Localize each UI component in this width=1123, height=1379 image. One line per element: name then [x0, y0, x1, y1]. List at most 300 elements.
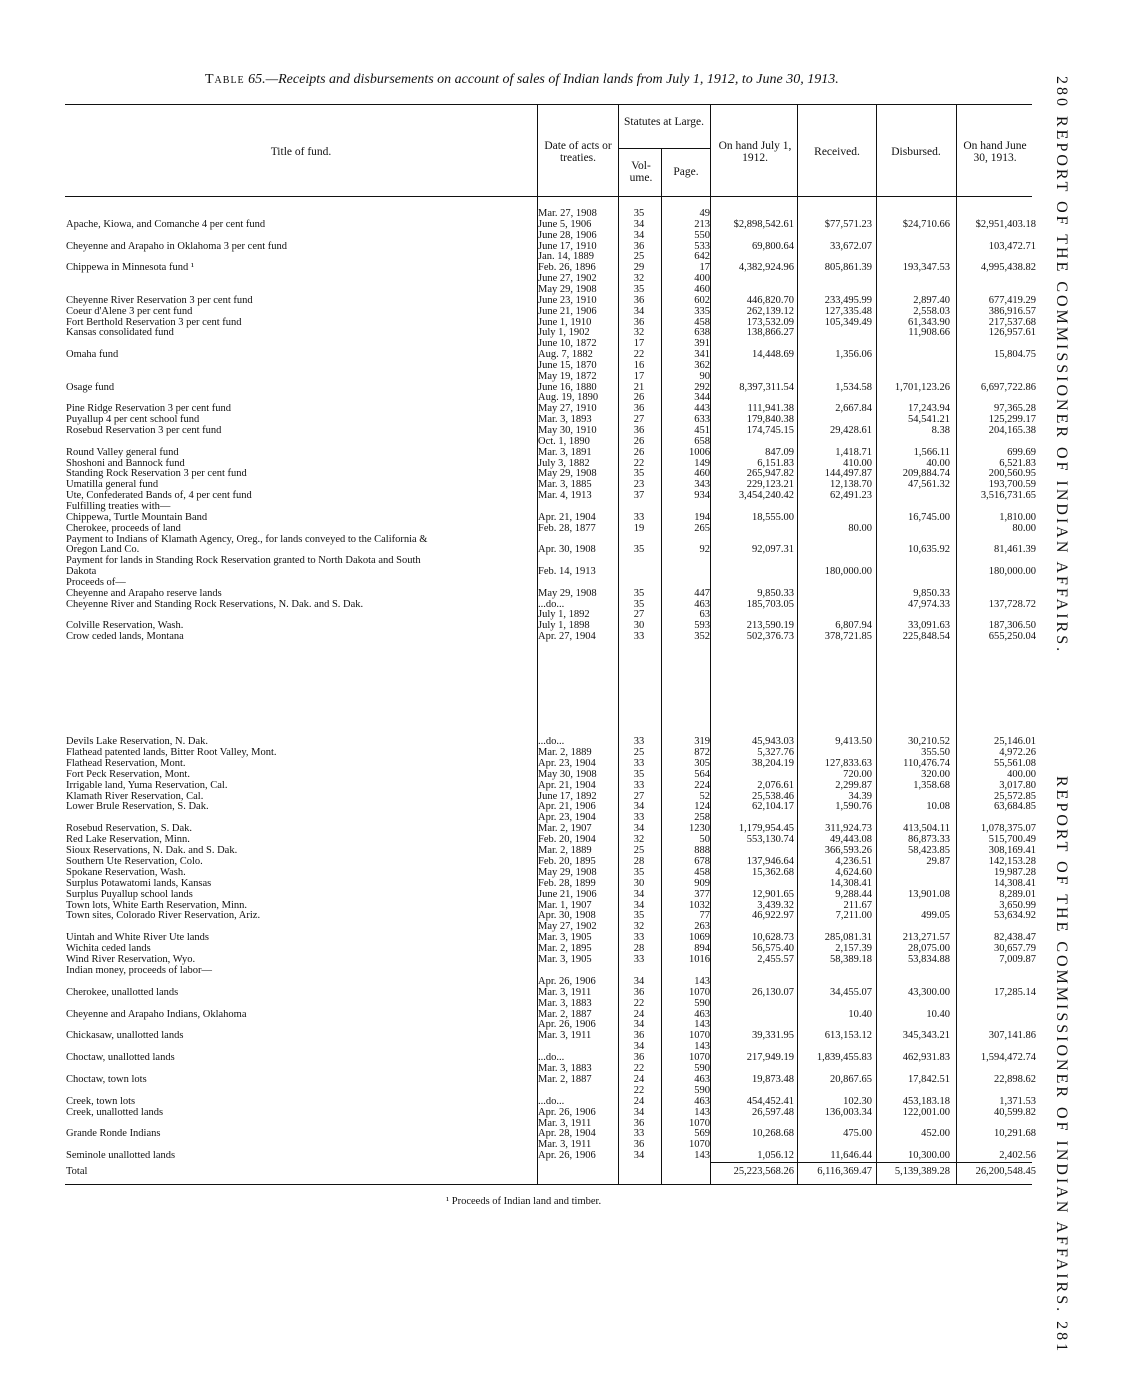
header-page: Page.	[673, 166, 699, 178]
cell-on-hand-end: 4,995,438.82	[980, 262, 1036, 274]
cell-page: 213	[694, 218, 710, 230]
cell-fund-title: Apache, Kiowa, and Comanche 4 per cent fund	[66, 218, 266, 230]
cell-fund-title: Wichita ceded lands	[66, 943, 151, 955]
cell-act-date: June 23, 1910	[538, 294, 597, 306]
cell-disbursed: 413,504.11	[903, 823, 950, 835]
cell-act-date: June 5, 1906	[538, 218, 592, 230]
cell-volume: 27	[633, 414, 645, 426]
cell-volume: 34	[633, 218, 645, 230]
cell-volume: 35	[633, 283, 645, 295]
header-date: Date of acts or treaties.	[544, 140, 612, 164]
cell-on-hand-start: 179,840.38	[746, 414, 794, 426]
cell-received: 11,646.44	[830, 1150, 872, 1162]
cell-received: 58,389.18	[830, 954, 872, 965]
cell-disbursed: 213,271.57	[902, 932, 950, 944]
cell-page: 124	[694, 801, 710, 813]
cell-act-date: Apr. 26, 1906	[538, 1150, 596, 1162]
cell-received: 1,356.06	[835, 349, 872, 361]
cell-received: 29,428.61	[830, 425, 872, 436]
cell-page: 934	[694, 490, 710, 502]
cell-act-date: Mar. 3, 1885	[538, 479, 592, 491]
cell-page: 1230	[689, 823, 710, 835]
cell-disbursed: 122,001.00	[902, 1106, 950, 1118]
cell-on-hand-end: 53,634.92	[994, 910, 1036, 922]
cell-fund-title: Seminole unallotted lands	[66, 1150, 176, 1162]
cell-on-hand-start: 185,703.05	[746, 598, 794, 610]
cell-fund-title: Oregon Land Co.	[66, 544, 140, 556]
cell-page: 451	[694, 425, 710, 436]
total-disbursed: 5,139,389.28	[894, 1166, 950, 1177]
cell-act-date: May 29, 1908	[538, 468, 597, 480]
cell-volume: 36	[633, 986, 645, 998]
cell-act-date: Mar. 2, 1907	[538, 823, 592, 835]
cell-page: 52	[699, 790, 710, 802]
cell-act-date: Mar. 2, 1887	[538, 1073, 592, 1085]
cell-disbursed: 110,476.74	[903, 757, 950, 769]
table-bottom-rule	[65, 1184, 1032, 1185]
cell-volume: 36	[633, 316, 645, 328]
cell-on-hand-start: 1,056.12	[757, 1150, 794, 1162]
cell-page: 460	[694, 468, 710, 480]
cell-act-date: June 27, 1902	[538, 273, 597, 285]
cell-volume: 34	[633, 1106, 645, 1118]
cell-act-date: June 10, 1872	[538, 338, 597, 350]
cell-act-date: Feb. 28, 1877	[538, 522, 596, 534]
cell-received: 805,861.39	[824, 262, 872, 274]
cell-on-hand-end: 204,165.38	[988, 425, 1036, 436]
cell-act-date: Mar. 3, 1911	[538, 1030, 592, 1042]
cell-volume: 25	[633, 746, 645, 758]
cell-page: 602	[694, 294, 710, 306]
cell-on-hand-end: 3,516,731.65	[980, 490, 1036, 502]
cell-page: 888	[694, 845, 710, 856]
cell-received: 127,335.48	[824, 305, 872, 317]
cell-received: $77,571.23	[824, 218, 872, 230]
cell-act-date: Feb. 14, 1913	[538, 566, 596, 578]
cell-on-hand-start: 111,941.38	[747, 403, 794, 415]
cell-received: 6,807.94	[835, 620, 872, 632]
cell-on-hand-start: 1,179,954.45	[738, 823, 794, 835]
cell-fund-title: Cheyenne and Arapaho in Oklahoma 3 per cent fund	[66, 240, 288, 252]
cell-on-hand-end: 80.00	[1012, 522, 1036, 534]
cell-disbursed: 453,183.18	[902, 1095, 950, 1107]
cell-fund-title: Puyallup 4 per cent school fund	[66, 414, 200, 426]
cell-received: 233,495.99	[824, 294, 872, 306]
cell-act-date: Feb. 26, 1896	[538, 262, 596, 274]
cell-page: 1006	[689, 446, 710, 458]
cell-page: 292	[694, 381, 710, 393]
cell-received: 12,138.70	[830, 479, 872, 491]
cell-on-hand-start: 213,590.19	[746, 620, 794, 632]
cell-disbursed: $24,710.66	[902, 218, 950, 230]
cell-volume: 33	[633, 736, 645, 747]
cell-on-hand-end: 1,594,472.74	[980, 1052, 1036, 1064]
cell-on-hand-end: 15,804.75	[994, 349, 1036, 361]
cell-on-hand-end: 137,728.72	[988, 598, 1036, 610]
cell-page: 362	[694, 359, 710, 371]
cell-page: 590	[694, 1063, 710, 1074]
cell-received: 80.00	[848, 522, 872, 534]
cell-fund-title: Cheyenne and Arapaho reserve lands	[66, 587, 222, 599]
cell-disbursed: 40.00	[926, 457, 950, 469]
cell-act-date: June 16, 1880	[538, 381, 597, 393]
cell-page: 458	[694, 316, 710, 328]
cell-page: 92	[699, 544, 710, 556]
cell-fund-title: Fulfilling treaties with—	[66, 500, 171, 512]
cell-page: 335	[694, 305, 710, 317]
header-disbursed: Disbursed.	[891, 146, 941, 158]
cell-received: 20,867.65	[830, 1073, 872, 1085]
cell-act-date: Feb. 28, 1899	[538, 877, 596, 889]
cell-fund-title: Standing Rock Reservation 3 per cent fund	[66, 468, 247, 480]
cell-disbursed: 61,343.90	[908, 316, 950, 328]
cell-on-hand-start: 14,448.69	[752, 349, 794, 361]
cell-act-date: Mar. 3, 1911	[538, 986, 592, 998]
cell-on-hand-start: $2,898,542.61	[733, 218, 794, 230]
cell-page: 391	[694, 338, 710, 350]
cell-volume: 25	[633, 845, 645, 856]
cell-disbursed: 10,300.00	[908, 1150, 950, 1162]
cell-page: 341	[694, 349, 710, 361]
cell-page: 550	[694, 229, 710, 241]
cell-act-date: Mar. 2, 1895	[538, 943, 592, 955]
cell-volume: 24	[633, 1095, 645, 1107]
cell-fund-title: Devils Lake Reservation, N. Dak.	[66, 736, 209, 747]
cell-fund-title: Round Valley general fund	[66, 446, 179, 458]
cell-received: 9,288.44	[835, 888, 872, 900]
cell-on-hand-end: 2,402.56	[999, 1150, 1036, 1162]
cell-fund-title: Town sites, Colorado River Reservation, Ariz.	[66, 910, 261, 922]
cell-on-hand-end: 22,898.62	[994, 1073, 1036, 1085]
cell-on-hand-end: 386,916.57	[988, 305, 1036, 317]
cell-fund-title: Creek, town lots	[66, 1095, 136, 1107]
cell-on-hand-start: 10,628.73	[752, 932, 794, 944]
cell-on-hand-start: 12,901.65	[752, 888, 794, 900]
cell-act-date: ...do...	[538, 1095, 565, 1107]
cell-on-hand-end: 699.69	[1007, 446, 1036, 458]
cell-page: 642	[694, 251, 710, 263]
cell-act-date: May 30, 1908	[538, 768, 597, 780]
cell-fund-title: Uintah and White River Ute lands	[66, 932, 209, 944]
cell-act-date: June 21, 1906	[538, 888, 597, 900]
cell-on-hand-start: 92,097.31	[752, 544, 794, 556]
cell-fund-title: Ute, Confederated Bands of, 4 per cent fund	[66, 490, 252, 502]
cell-act-date: Aug. 19, 1890	[538, 392, 599, 404]
cell-volume: 34	[633, 801, 645, 813]
cell-volume: 17	[633, 338, 645, 350]
header-volume: Vol-ume.	[629, 160, 653, 184]
cell-volume: 19	[633, 522, 645, 534]
cell-on-hand-start: 6,151.83	[757, 457, 794, 469]
cell-page: 143	[694, 975, 710, 987]
cell-on-hand-start: 19,873.48	[752, 1073, 794, 1085]
cell-volume: 35	[633, 468, 645, 480]
cell-volume: 33	[633, 779, 645, 791]
cell-volume: 33	[633, 511, 645, 523]
cell-on-hand-end: 655,250.04	[988, 631, 1036, 643]
cell-volume: 22	[633, 1084, 645, 1096]
cell-volume: 34	[633, 823, 645, 835]
cell-fund-title: Flathead patented lands, Bitter Root Valley, Mont.	[66, 746, 277, 758]
cell-fund-title: Cheyenne River and Standing Rock Reservations, N. Dak. and S. Dak.	[66, 598, 364, 610]
cell-on-hand-end: 19,987.28	[994, 866, 1036, 878]
cell-volume: 35	[633, 598, 645, 610]
cell-on-hand-end: 217,537.68	[988, 316, 1036, 328]
cell-fund-title: Payment to Indians of Klamath Agency, Oreg., for lands conveyed to the California &	[66, 533, 428, 545]
cell-act-date: Mar. 2, 1889	[538, 845, 592, 856]
cell-on-hand-end: 6,521.83	[999, 457, 1036, 469]
cell-act-date: June 1, 1910	[538, 316, 592, 328]
cell-on-hand-end: 97,365.28	[994, 403, 1036, 415]
cell-on-hand-end: 515,700.49	[988, 834, 1036, 846]
cell-disbursed: 452.00	[921, 1128, 950, 1140]
cell-page: 894	[694, 943, 710, 955]
cell-received: 285,081.31	[824, 932, 872, 944]
cell-received: 144,497.87	[824, 468, 872, 480]
cell-on-hand-start: 46,922.97	[752, 910, 794, 922]
cell-volume: 26	[633, 435, 645, 447]
cell-page: 909	[694, 877, 710, 889]
cell-disbursed: 58,423.85	[908, 845, 950, 856]
cell-act-date: Mar. 3, 1893	[538, 414, 592, 426]
cell-on-hand-start: 2,455.57	[757, 954, 794, 965]
cell-received: 14,308.41	[830, 877, 872, 889]
cell-disbursed: 209,884.74	[902, 468, 950, 480]
cell-act-date: Jan. 14, 1889	[538, 251, 594, 263]
cell-page: 593	[694, 620, 710, 632]
cell-disbursed: 345,343.21	[902, 1030, 950, 1042]
cell-volume: 35	[633, 768, 645, 780]
cell-page: 658	[694, 435, 710, 447]
cell-volume: 29	[633, 262, 645, 274]
cell-page: 143	[694, 1150, 710, 1162]
cell-volume: 35	[633, 544, 645, 556]
cell-disbursed: 1,566.11	[913, 446, 950, 458]
cell-on-hand-start: 446,820.70	[746, 294, 794, 306]
cell-on-hand-start: 39,331.95	[752, 1030, 794, 1042]
cell-disbursed: 86,873.33	[908, 834, 950, 846]
cell-page: 343	[694, 479, 710, 491]
cell-received: 1,839,455.83	[816, 1052, 872, 1064]
cell-fund-title: Creek, unallotted lands	[66, 1106, 164, 1118]
cell-received: 2,299.87	[835, 779, 872, 791]
cell-fund-title: Fort Peck Reservation, Mont.	[66, 768, 190, 780]
cell-received: 180,000.00	[824, 566, 872, 578]
cell-volume: 35	[633, 910, 645, 922]
cell-page: 319	[694, 736, 710, 747]
cell-fund-title: Chippewa, Turtle Mountain Band	[66, 511, 208, 523]
cell-volume: 36	[633, 1117, 645, 1129]
cell-fund-title: Cheyenne River Reservation 3 per cent fund	[66, 294, 253, 306]
cell-volume: 24	[633, 1073, 645, 1085]
cell-act-date: Apr. 23, 1904	[538, 812, 596, 824]
cell-volume: 34	[633, 899, 645, 911]
cell-disbursed: 17,243.94	[908, 403, 950, 415]
cell-act-date: Mar. 1, 1907	[538, 899, 592, 911]
cell-volume: 25	[633, 251, 645, 263]
cell-fund-title: Sioux Reservations, N. Dak. and S. Dak.	[66, 845, 238, 856]
cell-page: 1016	[689, 954, 710, 965]
cell-on-hand-end: 81,461.39	[994, 544, 1036, 556]
cell-received: 7,211.00	[835, 910, 872, 922]
cell-on-hand-start: 38,204.19	[752, 757, 794, 769]
cell-act-date: Feb. 20, 1904	[538, 834, 596, 846]
cell-volume: 33	[633, 757, 645, 769]
cell-on-hand-start: 4,382,924.96	[738, 262, 794, 274]
cell-received: 34,455.07	[830, 986, 872, 998]
cell-volume: 22	[633, 997, 645, 1009]
cell-act-date: May 27, 1910	[538, 403, 597, 415]
cell-disbursed: 28,075.00	[908, 943, 950, 955]
cell-fund-title: Kansas consolidated fund	[66, 327, 174, 339]
cell-act-date: May 29, 1908	[538, 866, 597, 878]
cell-on-hand-start: 137,946.64	[746, 855, 794, 867]
cell-page: 443	[694, 403, 710, 415]
cell-disbursed: 225,848.54	[902, 631, 950, 643]
cell-volume: 28	[633, 855, 645, 867]
cell-volume: 34	[633, 1150, 645, 1162]
cell-fund-title: Klamath River Reservation, Cal.	[66, 790, 204, 802]
cell-on-hand-end: 193,700.59	[988, 479, 1036, 491]
footnote: ¹ Proceeds of Indian land and timber.	[446, 1196, 602, 1207]
cell-act-date: June 28, 1906	[538, 229, 597, 241]
cell-disbursed: 2,897.40	[913, 294, 950, 306]
cell-fund-title: Grande Ronde Indians	[66, 1128, 161, 1140]
cell-disbursed: 47,561.32	[908, 479, 950, 491]
cell-received: 49,443.08	[830, 834, 872, 846]
cell-act-date: June 17, 1892	[538, 790, 597, 802]
cell-on-hand-start: 173,532.09	[746, 316, 794, 328]
cell-received: 10.40	[848, 1008, 872, 1020]
cell-volume: 33	[633, 1128, 645, 1140]
cell-act-date: July 3, 1882	[538, 457, 590, 469]
cell-on-hand-end: 200,560.95	[988, 468, 1036, 480]
cell-received: 366,593.26	[824, 845, 872, 856]
cell-received: 127,833.63	[824, 757, 872, 769]
table-label: Table	[205, 72, 245, 87]
header-top-rule	[65, 104, 1032, 105]
cell-page: 633	[694, 414, 710, 426]
cell-disbursed: 462,931.83	[902, 1052, 950, 1064]
cell-disbursed: 10,635.92	[908, 544, 950, 556]
cell-received: 2,157.39	[835, 943, 872, 955]
cell-received: 1,534.58	[835, 381, 872, 393]
cell-act-date: July 1, 1902	[538, 327, 590, 339]
cell-disbursed: 54,541.21	[908, 414, 950, 426]
cell-volume: 36	[633, 1139, 645, 1151]
cell-act-date: ...do...	[538, 1052, 565, 1064]
cell-volume: 27	[633, 609, 645, 621]
statutes-rule	[618, 148, 710, 149]
cell-on-hand-start: 5,327.76	[757, 746, 794, 758]
cell-disbursed: 499.05	[921, 910, 950, 922]
cell-on-hand-end: 187,306.50	[988, 620, 1036, 632]
cell-act-date: Apr. 30, 1908	[538, 910, 596, 922]
cell-page: 463	[694, 598, 710, 610]
cell-fund-title: Wind River Reservation, Wyo.	[66, 954, 196, 965]
cell-fund-title: Rosebud Reservation 3 per cent fund	[66, 425, 222, 436]
cell-disbursed: 47,974.33	[908, 598, 950, 610]
cell-act-date: June 17, 1910	[538, 240, 597, 252]
cell-volume: 36	[633, 1030, 645, 1042]
cell-received: 102.30	[843, 1095, 872, 1107]
cell-fund-title: Flathead Reservation, Mont.	[66, 757, 186, 769]
cell-page: 460	[694, 283, 710, 295]
cell-page: 463	[694, 1073, 710, 1085]
cell-on-hand-start: 26,597.48	[752, 1106, 794, 1118]
header-on-hand-end: On hand June 30, 1913.	[963, 140, 1027, 164]
cell-act-date: May 30, 1910	[538, 425, 597, 436]
cell-page: 263	[694, 921, 710, 933]
cell-on-hand-start: 502,376.73	[746, 631, 794, 643]
cell-volume: 34	[633, 229, 645, 241]
cell-on-hand-start: 56,575.40	[752, 943, 794, 955]
cell-volume: 35	[633, 587, 645, 599]
cell-on-hand-start: 45,943.03	[752, 736, 794, 747]
cell-volume: 35	[633, 866, 645, 878]
cell-fund-title: Chippewa in Minnesota fund ¹	[66, 262, 194, 274]
cell-fund-title: Coeur d'Alene 3 per cent fund	[66, 305, 193, 317]
total-on-hand-end: 26,200,548.45	[975, 1166, 1036, 1177]
cell-volume: 27	[633, 790, 645, 802]
cell-received: 613,153.12	[824, 1030, 872, 1042]
cell-disbursed: 17,842.51	[908, 1073, 950, 1085]
cell-act-date: July 1, 1898	[538, 620, 590, 632]
cell-page: 143	[694, 1019, 710, 1031]
cell-page: 17	[699, 262, 710, 274]
cell-on-hand-start: 262,139.12	[746, 305, 794, 317]
cell-fund-title: Proceeds of—	[66, 576, 126, 588]
cell-act-date: Apr. 21, 1904	[538, 779, 596, 791]
cell-on-hand-start: 217,949.19	[746, 1052, 794, 1064]
cell-page: 49	[699, 208, 710, 219]
cell-disbursed: 53,834.88	[908, 954, 950, 965]
cell-page: 1070	[689, 1052, 710, 1064]
cell-on-hand-end: $2,951,403.18	[975, 218, 1036, 230]
cell-fund-title: Spokane Reservation, Wash.	[66, 866, 186, 878]
cell-act-date: Apr. 26, 1906	[538, 975, 596, 987]
cell-act-date: Apr. 27, 1904	[538, 631, 596, 643]
cell-disbursed: 29.87	[926, 855, 950, 867]
cell-on-hand-start: 15,362.68	[752, 866, 794, 878]
cell-page: 265	[694, 522, 710, 534]
cell-volume: 35	[633, 208, 645, 219]
cell-volume: 26	[633, 446, 645, 458]
cell-page: 90	[699, 370, 710, 382]
cell-page: 564	[694, 768, 710, 780]
cell-on-hand-end: 30,657.79	[994, 943, 1036, 955]
cell-page: 458	[694, 866, 710, 878]
cell-on-hand-start: 3,439.32	[757, 899, 794, 911]
cell-volume: 32	[633, 834, 645, 846]
cell-act-date: Mar. 3, 1911	[538, 1117, 592, 1129]
cell-on-hand-end: 307,141.86	[988, 1030, 1036, 1042]
cell-act-date: May 29, 1908	[538, 283, 597, 295]
cell-volume: 30	[633, 620, 645, 632]
total-received: 6,116,369.47	[817, 1166, 872, 1177]
total-rule	[710, 1162, 1032, 1163]
total-label: Total	[66, 1166, 88, 1177]
cell-fund-title: Cheyenne and Arapaho Indians, Oklahoma	[66, 1008, 247, 1020]
cell-act-date: ...do...	[538, 598, 565, 610]
cell-act-date: May 27, 1902	[538, 921, 597, 933]
cell-on-hand-end: 1,810.00	[999, 511, 1036, 523]
cell-on-hand-end: 103,472.71	[988, 240, 1036, 252]
cell-on-hand-end: 180,000.00	[988, 566, 1036, 578]
cell-page: 1070	[689, 986, 710, 998]
cell-on-hand-start: 3,454,240.42	[738, 490, 794, 502]
cell-act-date: Apr. 23, 1904	[538, 757, 596, 769]
